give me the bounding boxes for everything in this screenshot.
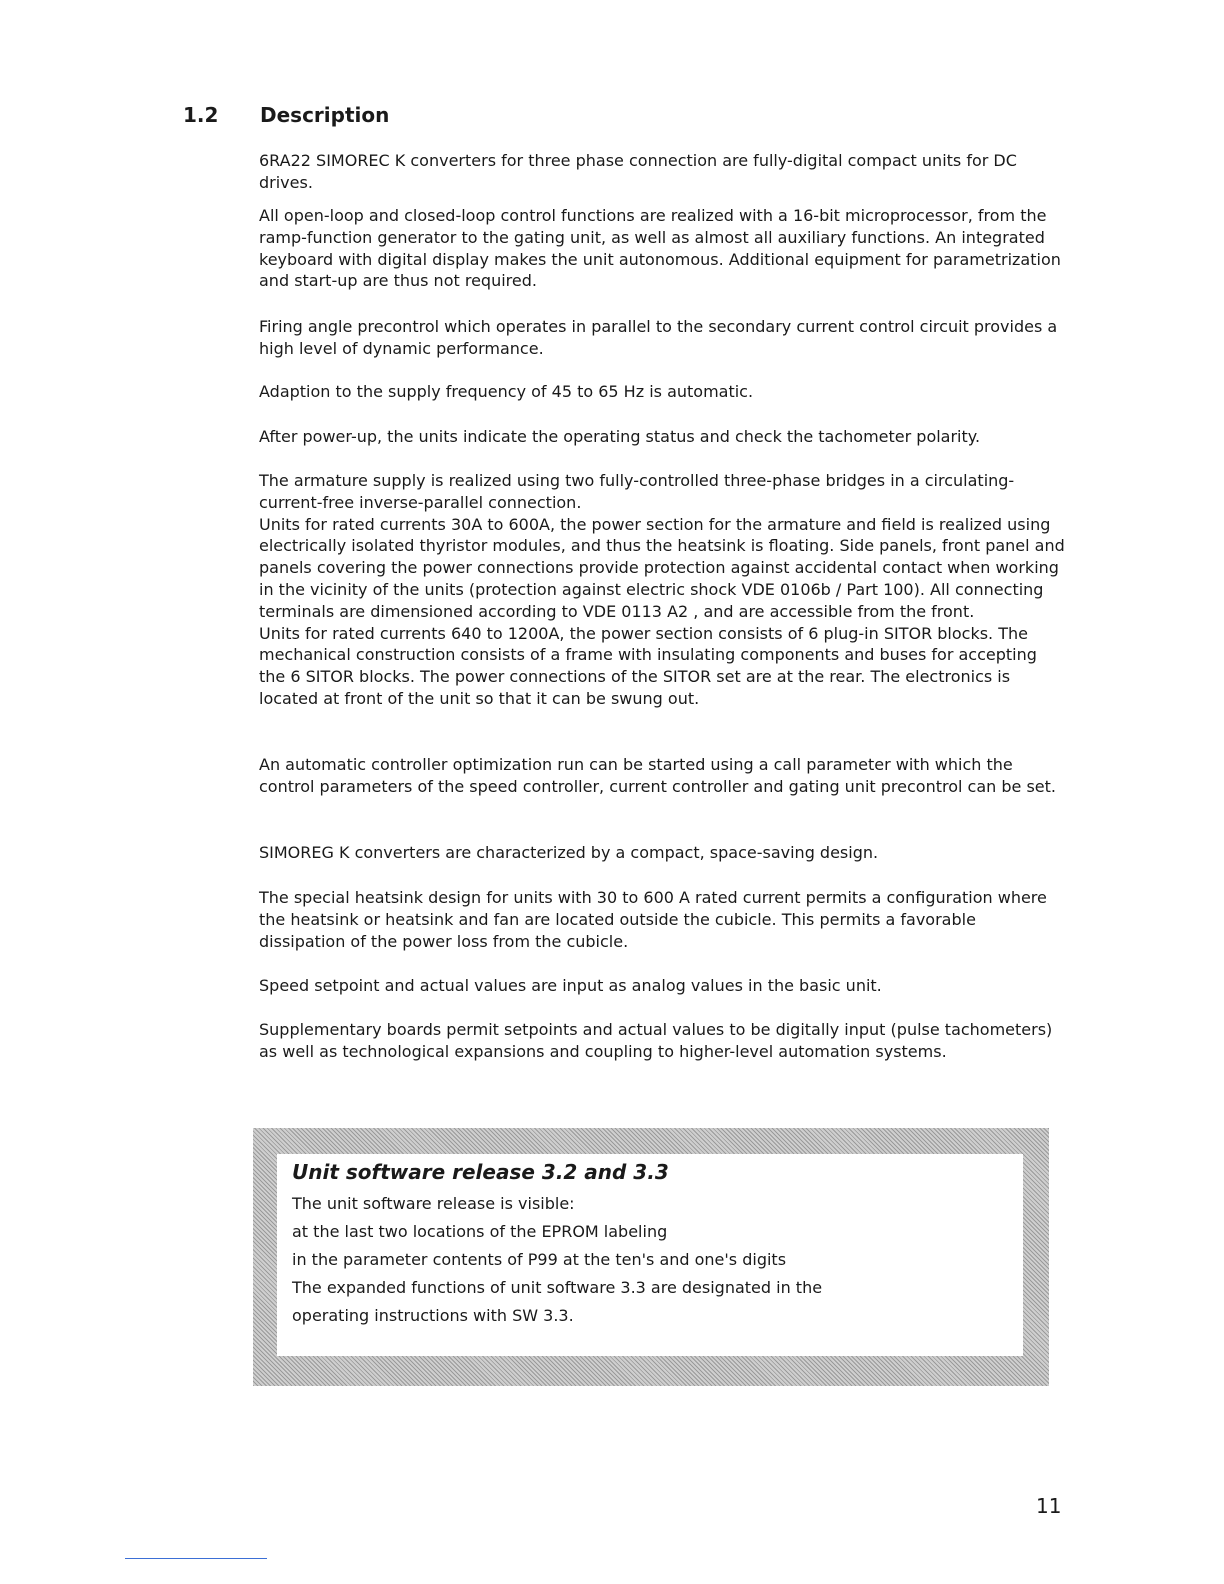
notice-lines (292, 1190, 822, 1330)
paragraph: The armature supply is realized using two fully-controlled three-phase bridges in a circulating-current-free inverse-parallel connection. (259, 471, 1015, 512)
paragraph-block (259, 842, 1067, 864)
paragraph-block (259, 975, 1067, 997)
paragraph-block (259, 470, 1067, 710)
paragraph-block (259, 1019, 1067, 1063)
notice-line: The unit software release is visible: (292, 1194, 575, 1213)
section-number: 1.2 (183, 103, 219, 127)
paragraph: SIMOREG K converters are characterized by a compact, space-saving design. (259, 843, 879, 862)
paragraph: Speed setpoint and actual values are input as analog values in the basic unit. (259, 976, 882, 995)
paragraph: 6RA22 SIMOREC K converters for three phase connection are fully-digital compact units for DC drives. (259, 151, 1017, 192)
paragraph: Firing angle precontrol which operates in parallel to the secondary current control circuit provides a high level of dynamic performance. (259, 317, 1058, 358)
paragraph: Supplementary boards permit setpoints and actual values to be digitally input (pulse tachometers) as well as technological expansions and coupling to higher-level automation systems. (259, 1020, 1053, 1061)
paragraph: Adaption to the supply frequency of 45 to 65 Hz is automatic. (259, 382, 754, 401)
notice-line: operating instructions with SW 3.3. (292, 1306, 574, 1325)
paragraph-block (259, 205, 1067, 292)
paragraph-block (259, 426, 1067, 448)
notice-line: The expanded functions of unit software 3.3 are designated in the (292, 1278, 823, 1297)
section-title: Description (260, 103, 390, 127)
paragraph-block (259, 887, 1067, 952)
paragraph-block (259, 381, 1067, 403)
page-number: 11 (1036, 1494, 1062, 1518)
paragraph: Units for rated currents 640 to 1200A, the power section consists of 6 plug-in SITOR blocks. The mechanical construction consists of a frame with insulating components and buses for accepting the 6 SITOR blocks. The power connections of the SITOR set are at the rear. The electronics is located at front of the unit so that it can be swung out. (259, 623, 1037, 708)
paragraph: Units for rated currents 30A to 600A, the power section for the armature and field is realized using electrically isolated thyristor modules, and thus the heatsink is floating. Side panels, front panel and panels covering the power connections provide protection against accidental contact when working in the vicinity of the units (protection against electric shock VDE 0106b / Part 100). All connecting terminals are dimensioned according to VDE 0113 A2 , and are accessible from the front. (259, 514, 1065, 621)
paragraph-block (259, 754, 1067, 798)
notice-line: at the last two locations of the EPROM labeling (292, 1222, 668, 1241)
notice-line: in the parameter contents of P99 at the ten's and one's digits (292, 1250, 787, 1269)
software-release-notice (253, 1128, 1049, 1386)
paragraph: After power-up, the units indicate the operating status and check the tachometer polarity. (259, 427, 981, 446)
paragraph-block (259, 316, 1067, 360)
paragraph: The special heatsink design for units with 30 to 600 A rated current permits a configuration where the heatsink or heatsink and fan are located outside the cubicle. This permits a favorable dissipation of the power loss from the cubicle. (259, 888, 1047, 951)
notice-content (277, 1154, 1023, 1356)
footer-divider (125, 1558, 267, 1559)
paragraph-block (259, 150, 1067, 194)
notice-title: Unit software release 3.2 and 3.3 (292, 1160, 669, 1184)
paragraph: All open-loop and closed-loop control functions are realized with a 16-bit microprocessor, from the ramp-function generator to the gating unit, as well as almost all auxiliary functions. An integrated keyboard with digital display makes the unit autonomous. Additional equipment for parametrization and start-up are thus not required. (259, 206, 1061, 291)
paragraph: An automatic controller optimization run can be started using a call parameter with which the control parameters of the speed controller, current controller and gating unit precontrol can be set. (259, 755, 1056, 796)
